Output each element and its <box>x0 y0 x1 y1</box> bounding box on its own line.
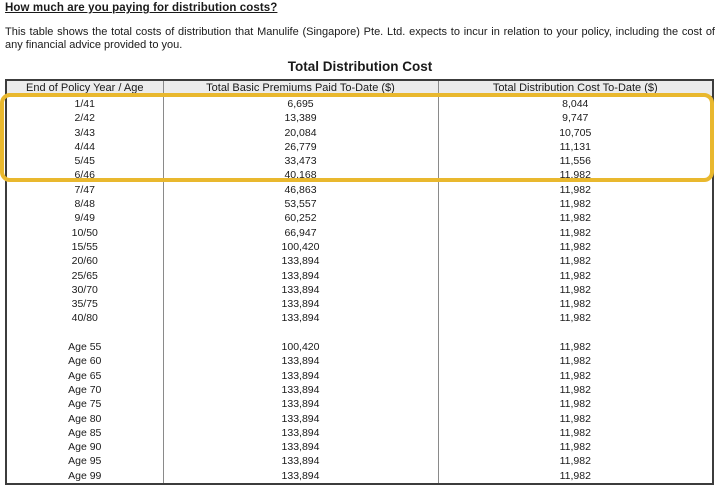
cell: Age 95 <box>68 455 102 468</box>
table-row <box>6 126 713 140</box>
cell: 3/43 <box>74 126 95 139</box>
cell: 20/60 <box>71 255 98 268</box>
table-row <box>6 440 713 454</box>
table-row <box>6 369 713 383</box>
cell: 6,695 <box>163 97 438 112</box>
table-row <box>6 240 713 254</box>
table-header-row <box>6 80 713 97</box>
cell: 133,894 <box>163 426 438 440</box>
page-heading: How much are you paying for distribution costs? <box>5 2 278 14</box>
cell: 133,894 <box>163 254 438 268</box>
cell: 9,747 <box>438 111 713 125</box>
col-header-basic-premiums: Total Basic Premiums Paid To-Date ($) <box>163 80 438 97</box>
table-row <box>6 469 713 484</box>
table-row <box>6 168 713 182</box>
cell: 11,982 <box>438 340 713 354</box>
table-row <box>6 383 713 397</box>
table-row <box>6 311 713 325</box>
cell: 6/46 <box>74 169 95 182</box>
table-row <box>6 283 713 297</box>
cell: Age 60 <box>68 355 102 368</box>
cell: 133,894 <box>163 412 438 426</box>
table-row <box>6 412 713 426</box>
cell <box>163 326 438 340</box>
cell: 11,131 <box>438 140 713 154</box>
table-row <box>6 397 713 411</box>
cell: 11,982 <box>438 283 713 297</box>
table-row <box>6 454 713 468</box>
distribution-table <box>5 79 714 485</box>
table-row <box>6 197 713 211</box>
cell: 66,947 <box>163 226 438 240</box>
cell: 33,473 <box>163 154 438 168</box>
table-row <box>6 183 713 197</box>
cell: 133,894 <box>163 440 438 454</box>
cell: 11,982 <box>438 226 713 240</box>
table-row <box>6 269 713 283</box>
cell: 40/80 <box>71 312 98 325</box>
cell: 11,982 <box>438 240 713 254</box>
cell: 133,894 <box>163 269 438 283</box>
col-header-policy-year-age: End of Policy Year / Age <box>6 80 163 97</box>
cell: 11,982 <box>438 183 713 197</box>
cell: Age 75 <box>68 398 102 411</box>
table-row <box>6 97 713 112</box>
cell: 133,894 <box>163 311 438 325</box>
cell: 9/49 <box>74 212 95 225</box>
table-row <box>6 226 713 240</box>
cell: 100,420 <box>163 240 438 254</box>
cell: Age 55 <box>68 341 102 354</box>
cell: 60,252 <box>163 211 438 225</box>
cell: Age 99 <box>68 469 102 482</box>
cell: 133,894 <box>163 383 438 397</box>
table-row <box>6 297 713 311</box>
cell: 8,044 <box>438 97 713 112</box>
cell: 11,982 <box>438 254 713 268</box>
table-row <box>6 140 713 154</box>
cell: 11,982 <box>438 440 713 454</box>
cell: 11,982 <box>438 311 713 325</box>
cell: 133,894 <box>163 454 438 468</box>
table-row <box>6 340 713 354</box>
cell: 11,982 <box>438 369 713 383</box>
cell: 26,779 <box>163 140 438 154</box>
table-row <box>6 111 713 125</box>
cell <box>6 326 163 340</box>
col-header-distribution-cost: Total Distribution Cost To-Date ($) <box>438 80 713 97</box>
cell: 25/65 <box>71 269 98 282</box>
cell: 133,894 <box>163 397 438 411</box>
cell: 11,982 <box>438 397 713 411</box>
cell: 11,982 <box>438 197 713 211</box>
cell: Age 65 <box>68 369 102 382</box>
cell: 46,863 <box>163 183 438 197</box>
cell: 11,982 <box>438 383 713 397</box>
cell: 133,894 <box>163 354 438 368</box>
cell: 133,894 <box>163 297 438 311</box>
table-row <box>6 211 713 225</box>
cell: 11,982 <box>438 469 713 484</box>
cell: 11,982 <box>438 168 713 182</box>
cell: 53,557 <box>163 197 438 211</box>
table-row <box>6 354 713 368</box>
cell <box>438 326 713 340</box>
cell: 40,168 <box>163 168 438 182</box>
cell: 11,556 <box>438 154 713 168</box>
cell: 10,705 <box>438 126 713 140</box>
table-body <box>6 97 713 485</box>
cell: Age 70 <box>68 383 102 396</box>
cell: 11,982 <box>438 354 713 368</box>
distribution-table-wrap <box>5 79 714 485</box>
cell: Age 85 <box>68 426 102 439</box>
cell: Age 80 <box>68 412 102 425</box>
cell: 7/47 <box>74 183 95 196</box>
cell: 8/48 <box>74 198 95 211</box>
cell: 11,982 <box>438 297 713 311</box>
cell: 11,982 <box>438 454 713 468</box>
cell: 133,894 <box>163 469 438 484</box>
cell: 133,894 <box>163 283 438 297</box>
cell: 30/70 <box>71 283 98 296</box>
cell: 2/42 <box>74 112 95 125</box>
cell: 20,084 <box>163 126 438 140</box>
cell: 11,982 <box>438 269 713 283</box>
table-row <box>6 154 713 168</box>
cell: 10/50 <box>71 226 98 239</box>
table-row <box>6 326 713 340</box>
table-row <box>6 426 713 440</box>
cell: Age 90 <box>68 441 102 454</box>
cell: 1/41 <box>74 98 95 110</box>
cell: 4/44 <box>74 140 95 153</box>
cell: 5/45 <box>74 155 95 168</box>
cell: 11,982 <box>438 426 713 440</box>
cell: 100,420 <box>163 340 438 354</box>
table-row <box>6 254 713 268</box>
cell: 35/75 <box>71 298 98 311</box>
cell: 11,982 <box>438 412 713 426</box>
cell: 133,894 <box>163 369 438 383</box>
intro-paragraph: This table shows the total costs of distribution that Manulife (Singapore) Pte. Ltd. expects to incur in relation to your policy, including the cost of any financial advice provided to you. <box>5 26 715 51</box>
cell: 15/55 <box>71 240 98 253</box>
table-title: Total Distribution Cost <box>287 59 433 74</box>
cell: 13,389 <box>163 111 438 125</box>
cell: 11,982 <box>438 211 713 225</box>
